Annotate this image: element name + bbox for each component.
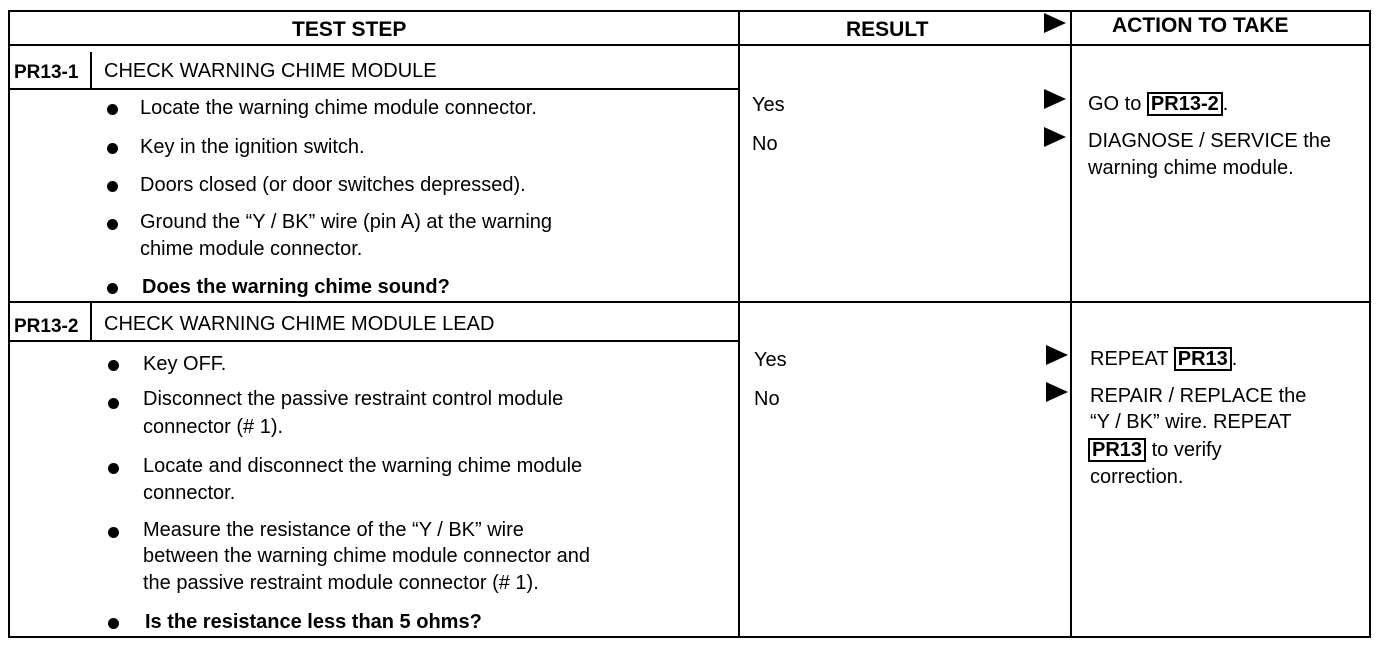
action-yes [1090, 346, 1237, 373]
header-arrow-icon [1044, 13, 1066, 33]
table-bottom-border [8, 636, 1371, 638]
section-divider [8, 301, 1371, 303]
step-text: chime module connector. [140, 238, 363, 260]
result-yes: Yes [754, 349, 787, 371]
header-action: ACTION TO TAKE [1112, 14, 1289, 37]
action-column-divider [1070, 10, 1072, 638]
bullet-icon [107, 143, 118, 154]
table-right-border [1369, 10, 1371, 638]
header-test-step: TEST STEP [292, 18, 407, 41]
step-text: Locate the warning chime module connector. [140, 97, 537, 119]
bullet-icon [107, 283, 118, 294]
section1-code: PR13-1 [14, 62, 79, 83]
result-no: No [754, 388, 780, 410]
section2-code-divider [90, 303, 92, 342]
action-yes-prefix: REPEAT [1090, 348, 1169, 370]
step-text: Measure the resistance of the “Y / BK” wire [143, 519, 524, 541]
bullet-icon [107, 219, 118, 230]
action-no-suffix: to verify [1151, 439, 1222, 461]
step-text: between the warning chime module connector and [143, 545, 590, 567]
step-text: the passive restraint module connector (# 1). [143, 572, 539, 594]
bullet-icon [108, 527, 119, 538]
arrow-right-icon [1044, 89, 1066, 109]
bullet-icon [107, 181, 118, 192]
arrow-right-icon [1044, 127, 1066, 147]
step-text: Key OFF. [143, 353, 227, 375]
result-column-divider [738, 10, 740, 638]
step-text: connector. [143, 482, 236, 504]
table-top-border [8, 10, 1371, 12]
action-yes-prefix: GO to [1088, 93, 1142, 115]
action-yes-suffix: . [1231, 348, 1238, 370]
action-no-line: correction. [1090, 466, 1184, 488]
action-yes [1088, 91, 1228, 118]
bullet-icon [108, 618, 119, 629]
reference-box: PR13-2 [1147, 92, 1223, 116]
step-text: connector (# 1). [143, 416, 284, 438]
result-yes: Yes [752, 94, 785, 116]
action-no-line: “Y / BK” wire. REPEAT [1090, 411, 1292, 433]
bullet-icon [107, 104, 118, 115]
action-no-line: REPAIR / REPLACE the [1090, 385, 1307, 407]
action-no-line: warning chime module. [1088, 157, 1294, 179]
header-divider [8, 44, 1371, 46]
bullet-icon [108, 398, 119, 409]
arrow-right-icon [1046, 345, 1068, 365]
table-left-border [8, 10, 10, 638]
step-text: Disconnect the passive restraint control module [143, 388, 564, 410]
reference-box: PR13 [1174, 347, 1232, 371]
arrow-right-icon [1046, 382, 1068, 402]
section1-title: CHECK WARNING CHIME MODULE [104, 60, 437, 82]
action-yes-suffix: . [1222, 93, 1229, 115]
reference-box: PR13 [1088, 438, 1146, 462]
header-result: RESULT [846, 18, 929, 41]
section1-title-bottom [8, 88, 738, 90]
step-text: Doors closed (or door switches depressed). [140, 174, 526, 196]
step-text: Ground the “Y / BK” wire (pin A) at the warning [140, 211, 553, 233]
step-text: Locate and disconnect the warning chime module [143, 455, 583, 477]
bullet-icon [108, 463, 119, 474]
section2-code: PR13-2 [14, 316, 79, 337]
step-text: Key in the ignition switch. [140, 136, 365, 158]
action-no-line: DIAGNOSE / SERVICE the [1088, 130, 1332, 152]
section1-code-divider [90, 52, 92, 90]
section2-title: CHECK WARNING CHIME MODULE LEAD [104, 313, 495, 335]
step-question: Is the resistance less than 5 ohms? [145, 611, 482, 633]
step-question: Does the warning chime sound? [142, 276, 450, 298]
section2-title-bottom [8, 340, 738, 342]
bullet-icon [108, 360, 119, 371]
result-no: No [752, 133, 778, 155]
action-no-line [1090, 437, 1222, 464]
